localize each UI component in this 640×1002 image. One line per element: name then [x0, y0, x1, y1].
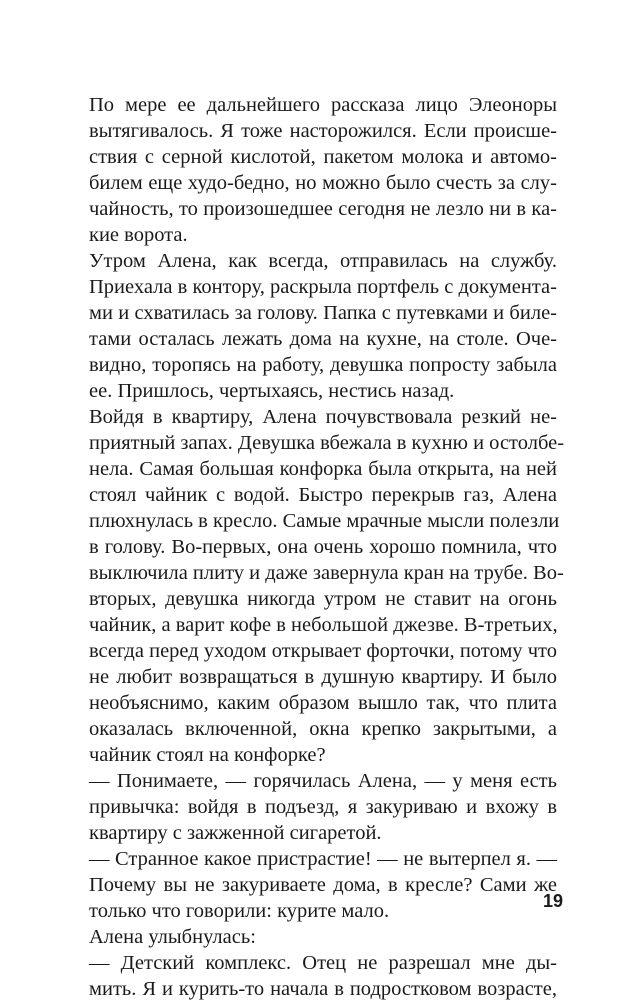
text-line: По мере ее дальнейшего рассказа лицо Элеоноры	[89, 94, 557, 116]
text-line: не любит возвращаться в душную квартиру. И было	[89, 666, 557, 688]
text-line: необъяснимо, каким образом вышло так, что плита	[89, 692, 557, 714]
text-line: оказалась включенной, окна крепко закрытыми, а	[89, 718, 557, 740]
text-line: — Понимаете, — горячилась Алена, — у меня есть	[89, 770, 557, 792]
text-line: привычка: войдя в подъезд, я закуриваю и вхожу в	[89, 796, 557, 818]
text-line: всегда перед уходом открывает форточки, потому что	[89, 640, 557, 662]
body-text	[89, 92, 565, 1002]
text-line: — Странное какое пристрастие! — не вытерпел я. —	[89, 848, 557, 870]
text-line: Почему вы не закуриваете дома, в кресле? Сами же	[89, 874, 557, 896]
text-line: мить. Я и курить-то начала в подростковом возрасте,	[89, 978, 557, 1000]
text-line: чайник, а варит кофе в небольшой джезве. В-третьих,	[89, 614, 558, 636]
page-number: 19	[542, 891, 563, 911]
text-line: чайник стоял на конфорке?	[89, 744, 326, 766]
text-line: нела. Самая большая конфорка была открыта, на ней	[89, 458, 557, 480]
text-line: Алена улыбнулась:	[89, 926, 256, 948]
text-line: кие ворота.	[89, 224, 188, 246]
text-line: стоял чайник с водой. Быстро перекрыв газ, Алена	[89, 484, 557, 506]
text-line: чайность, то произошедшее сегодня не лезло ни в ка-	[89, 198, 557, 220]
text-line: ее. Пришлось, чертыхаясь, нестись назад.	[89, 380, 455, 402]
text-line: квартиру с зажженной сигаретой.	[89, 822, 382, 844]
text-line: ствия с серной кислотой, пакетом молока и автомо-	[89, 146, 557, 168]
text-line: Приехала в контору, раскрыла портфель с документа-	[89, 276, 557, 298]
text-line: ми и схватилась за голову. Папка с путевками и биле-	[89, 302, 557, 324]
text-line: вытягивалось. Я тоже насторожился. Если происше-	[89, 120, 557, 142]
text-line: Утром Алена, как всегда, отправилась на службу.	[89, 250, 557, 272]
text-line: Войдя в квартиру, Алена почувствовала резкий не-	[89, 406, 557, 428]
text-line: тами осталась лежать дома на кухне, на столе. Оче-	[89, 328, 557, 350]
text-line: только что говорили: курите мало.	[89, 900, 390, 922]
text-line: вторых, девушка никогда утром не ставит на огонь	[89, 588, 557, 610]
text-line: видно, торопясь на работу, девушка попросту забыла	[89, 354, 557, 376]
text-line: в голову. Во-первых, она очень хорошо помнила, что	[89, 536, 557, 558]
text-line: плюхнулась в кресло. Самые мрачные мысли полезли	[89, 510, 560, 532]
text-line: — Детский комплекс. Отец не разрешал мне ды-	[89, 952, 557, 974]
text-line: билем еще худо-бедно, но можно было счесть за слу-	[89, 172, 557, 194]
text-line: приятный запах. Девушка вбежала в кухню и остолбе-	[89, 432, 565, 454]
text-line: выключила плиту и даже завернула кран на трубе. Во-	[89, 562, 564, 584]
